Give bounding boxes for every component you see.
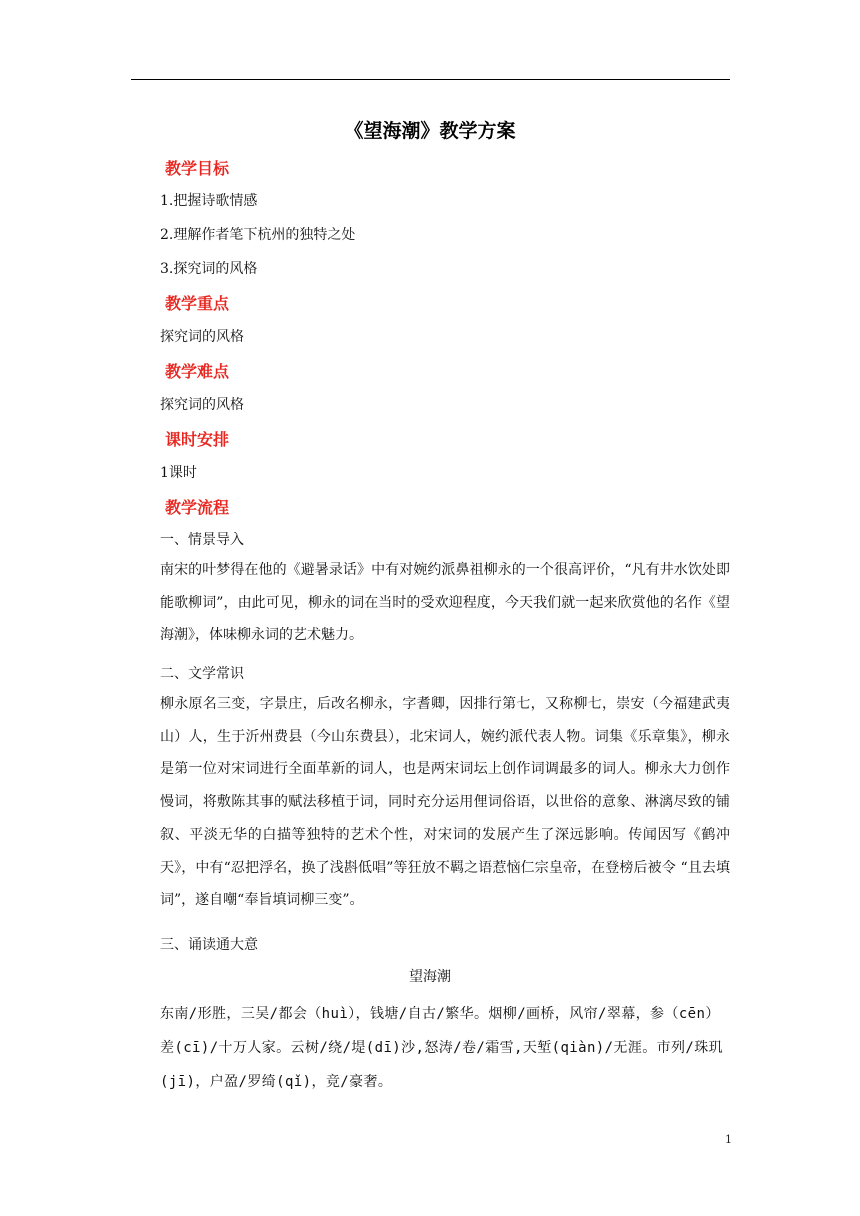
part2-paragraph — [160, 688, 730, 917]
part3-heading: 三、诵读通大意 — [160, 937, 258, 953]
page-number: 1 — [725, 1133, 732, 1146]
heading-goals: 教学目标 — [165, 159, 230, 178]
poem-text: 东南/形胜，三吴/都会（huì），钱塘/自古/繁华。烟柳/画桥，风帘/翠幕，参（cēn）差(cī)/十万人家。云树/绕/堤(dī)沙,怒涛/卷/霜雪,天堑(qiàn)/无涯。市列/珠玑(jī)，户盈/罗绮(qǐ)，竞/豪奢。 — [160, 1006, 724, 1090]
part1-text: 南宋的叶梦得在他的《避暑录话》中有对婉约派鼻祖柳永的一个很高评价，“凡有井水饮处即能歌柳词”，由此可见，柳永的词在当时的受欢迎程度，今天我们就一起来欣赏他的名作《望海潮》，体味柳永词的艺术魅力。 — [160, 562, 730, 644]
schedule-text: 1课时 — [160, 465, 197, 481]
difficulty-text: 探究词的风格 — [160, 397, 244, 413]
goal-item: 3.探究词的风格 — [160, 261, 258, 277]
part1-paragraph — [160, 554, 730, 652]
heading-schedule: 课时安排 — [165, 430, 230, 449]
document-title: 《望海潮》教学方案 — [344, 120, 516, 142]
part2-text: 柳永原名三变，字景庄，后改名柳永，字耆卿，因排行第七，又称柳七，崇安（今福建武夷山）人，生于沂州费县（今山东费县），北宋词人，婉约派代表人物。词集《乐章集》，柳永是第一位对宋词进行全面革新的词人，也是两宋词坛上创作词调最多的词人。柳永大力创作慢词，将敷陈其事的赋法移植于词，同时充分运用俚词俗语，以世俗的意象、淋漓尽致的铺叙、平淡无华的白描等独特的艺术个性，对宋词的发展产生了深远影响。传闻因写《鹤冲天》，中有“忍把浮名，换了浅斟低唱”等狂放不羁之语惹恼仁宗皇帝，在登榜后被令 “且去填词”，遂自嘲“奉旨填词柳三变”。 — [160, 696, 730, 909]
heading-key-points: 教学重点 — [165, 294, 230, 313]
heading-process: 教学流程 — [165, 498, 230, 517]
part2-heading: 二、文学常识 — [160, 666, 244, 682]
part1-heading: 一、情景导入 — [160, 532, 244, 548]
heading-difficulty: 教学难点 — [165, 362, 230, 381]
goal-item: 1.把握诗歌情感 — [160, 193, 258, 209]
goal-item: 2.理解作者笔下杭州的独特之处 — [160, 227, 356, 243]
key-points-text: 探究词的风格 — [160, 329, 244, 345]
header-rule — [131, 79, 730, 80]
poem-title: 望海潮 — [409, 969, 451, 985]
